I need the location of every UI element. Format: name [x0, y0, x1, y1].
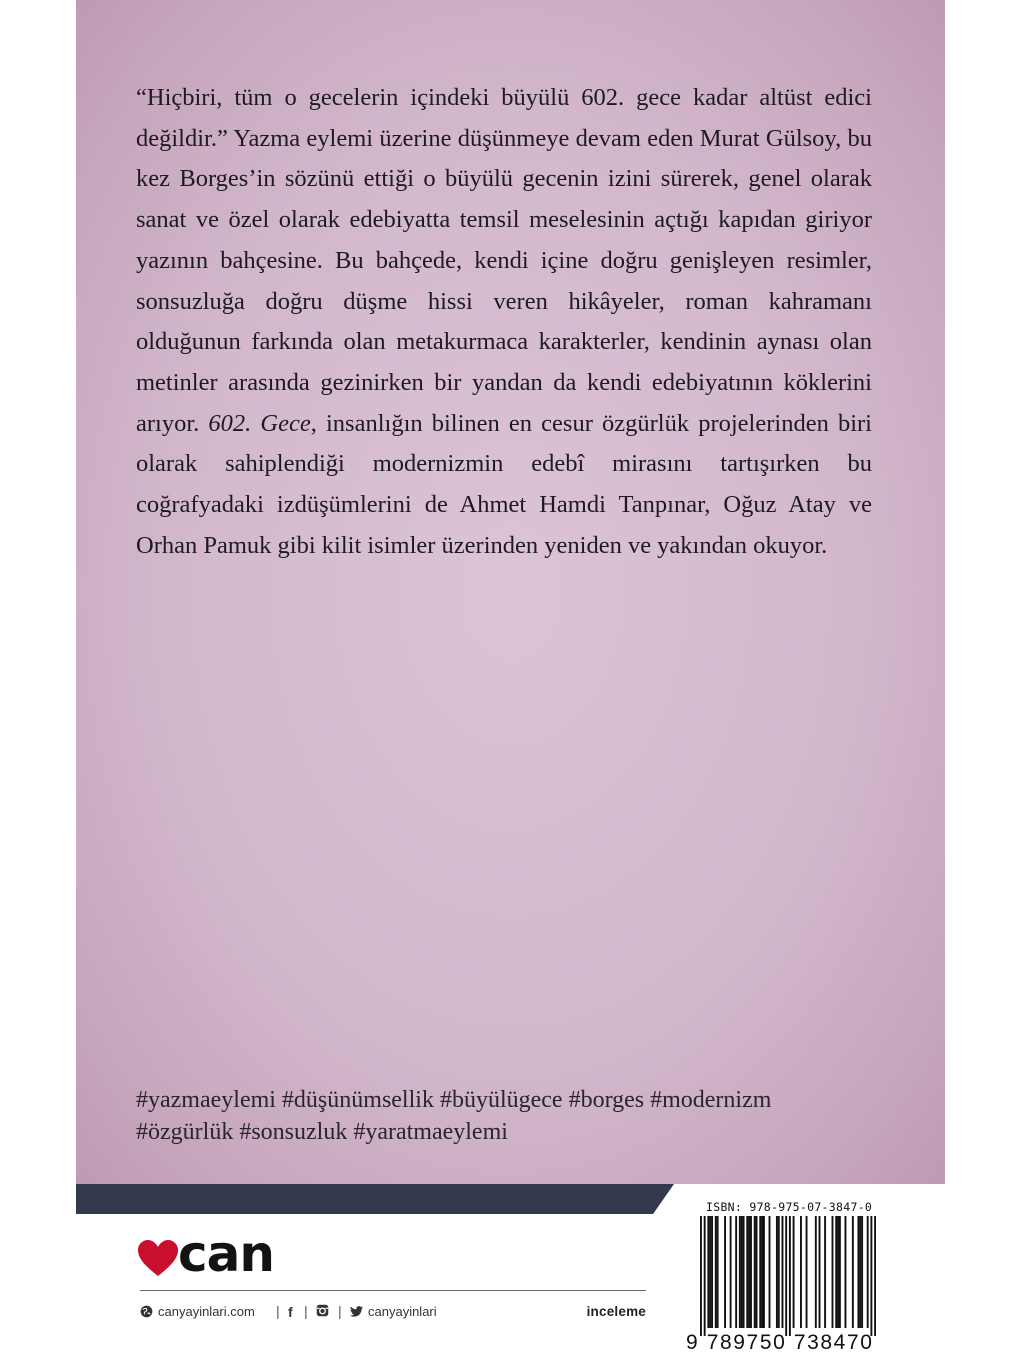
barcode-bar	[700, 1216, 702, 1336]
barcode-bar	[867, 1216, 869, 1328]
twitter-icon	[350, 1306, 363, 1317]
barcode-bar	[750, 1216, 752, 1328]
barcode-bar	[870, 1216, 872, 1336]
barcode-bar	[717, 1216, 719, 1328]
bottom-band	[76, 1184, 674, 1214]
facebook-icon: f	[288, 1304, 293, 1320]
isbn-label: ISBN: 978-975-07-3847-0	[706, 1200, 873, 1214]
barcode-bar	[707, 1216, 709, 1328]
barcode-bar	[739, 1216, 741, 1328]
barcode-bar	[776, 1216, 778, 1328]
book-title-italic: 602. Gece	[208, 409, 311, 437]
genre-label: inceleme	[586, 1304, 646, 1319]
barcode-bar	[746, 1216, 748, 1328]
barcode-bar	[730, 1216, 732, 1328]
hashtags	[136, 1084, 896, 1148]
barcode	[688, 1216, 876, 1336]
barcode-bar	[763, 1216, 765, 1328]
website-text: canyayinlari.com	[158, 1304, 255, 1319]
barcode-bar	[778, 1216, 780, 1328]
barcode-bar	[785, 1216, 787, 1336]
barcode-bar	[859, 1216, 861, 1328]
barcode-bar	[861, 1216, 863, 1328]
barcode-bar	[709, 1216, 711, 1328]
heart-logo-icon	[138, 1240, 178, 1278]
barcode-bar	[735, 1216, 737, 1328]
barcode-bar	[837, 1216, 839, 1328]
social-handle-text: canyayinlari	[368, 1304, 437, 1319]
barcode-bar	[806, 1216, 808, 1328]
barcode-bar	[715, 1216, 717, 1328]
barcode-bar	[754, 1216, 756, 1328]
barcode-bar	[782, 1216, 784, 1328]
barcode-bar	[845, 1216, 847, 1328]
publisher-footer	[140, 1301, 646, 1325]
barcode-bar	[819, 1216, 821, 1328]
back-cover-panel	[76, 0, 945, 1184]
facebook-link[interactable]	[288, 1304, 293, 1320]
footer-separator: |	[304, 1303, 308, 1319]
footer-divider	[140, 1290, 646, 1291]
barcode-bar	[874, 1216, 876, 1336]
barcode-bar	[832, 1216, 834, 1328]
website-link[interactable]	[140, 1304, 255, 1319]
instagram-link[interactable]	[316, 1304, 329, 1317]
footer-separator: |	[276, 1303, 280, 1319]
barcode-bar	[839, 1216, 841, 1328]
barcode-bar	[711, 1216, 713, 1328]
barcode-bar	[748, 1216, 750, 1328]
barcode-bar	[756, 1216, 758, 1328]
hashtag-line-2: #özgürlük #sonsuzluk #yaratmaeylemi	[136, 1119, 508, 1145]
barcode-bar	[743, 1216, 745, 1328]
barcode-bar	[815, 1216, 817, 1328]
hashtag-line-1: #yazmaeylemi #düşünümsellik #büyülügece #borges #modernizm	[136, 1087, 772, 1113]
footer-separator: |	[338, 1303, 342, 1319]
barcode-digits: 9 789750 738470	[686, 1331, 874, 1354]
barcode-bar	[835, 1216, 837, 1328]
instagram-icon	[316, 1304, 329, 1317]
barcode-bar	[793, 1216, 795, 1328]
globe-icon	[140, 1305, 153, 1318]
blurb-part-2: , insanlığın bilinen en cesur özgürlük projelerinden biri olarak sahiplendiği modernizmin edebî mirasını tartışırken bu coğrafyadaki izdüşümlerini de Ahmet Hamdi Tanpınar, Oğuz Atay ve Orhan Pamuk gibi kilit isimler üzerinden yeniden ve yakından okuyor.	[136, 409, 872, 559]
blurb-text	[136, 78, 872, 566]
barcode-bar	[789, 1216, 791, 1336]
barcode-bar	[741, 1216, 743, 1328]
barcode-bar	[769, 1216, 771, 1328]
blurb-part-1: “Hiçbiri, tüm o gecelerin içindeki büyülü 602. gece kadar altüst edici değildir.” Yazma eylemi üzerine düşünmeye devam eden Murat Gülsoy, bu kez Borges’in sözünü ettiği o büyülü gecenin izini sürerek, genel olarak sanat ve özel olarak edebiyatta temsil meselesinin açtığı kapıdan giriyor yazının bahçesine. Bu bahçede, kendi içine doğru genişleyen resimler, sonsuzluğa doğru düşme hissi veren hikâyeler, roman kahramanı olduğunun farkında olan metakurmaca karakterler, kendinin aynası olan metinler arasında gezinirken bir yandan da kendi edebiyatının köklerini arıyor.	[136, 84, 872, 437]
barcode-bar	[759, 1216, 761, 1328]
barcode-bar	[857, 1216, 859, 1328]
barcode-bar	[824, 1216, 826, 1328]
barcode-bar	[761, 1216, 763, 1328]
barcode-bar	[800, 1216, 802, 1328]
barcode-bar	[704, 1216, 706, 1336]
twitter-link[interactable]	[350, 1304, 437, 1319]
barcode-bar	[852, 1216, 854, 1328]
barcode-bar	[724, 1216, 726, 1328]
publisher-logo-text: can	[178, 1225, 274, 1283]
